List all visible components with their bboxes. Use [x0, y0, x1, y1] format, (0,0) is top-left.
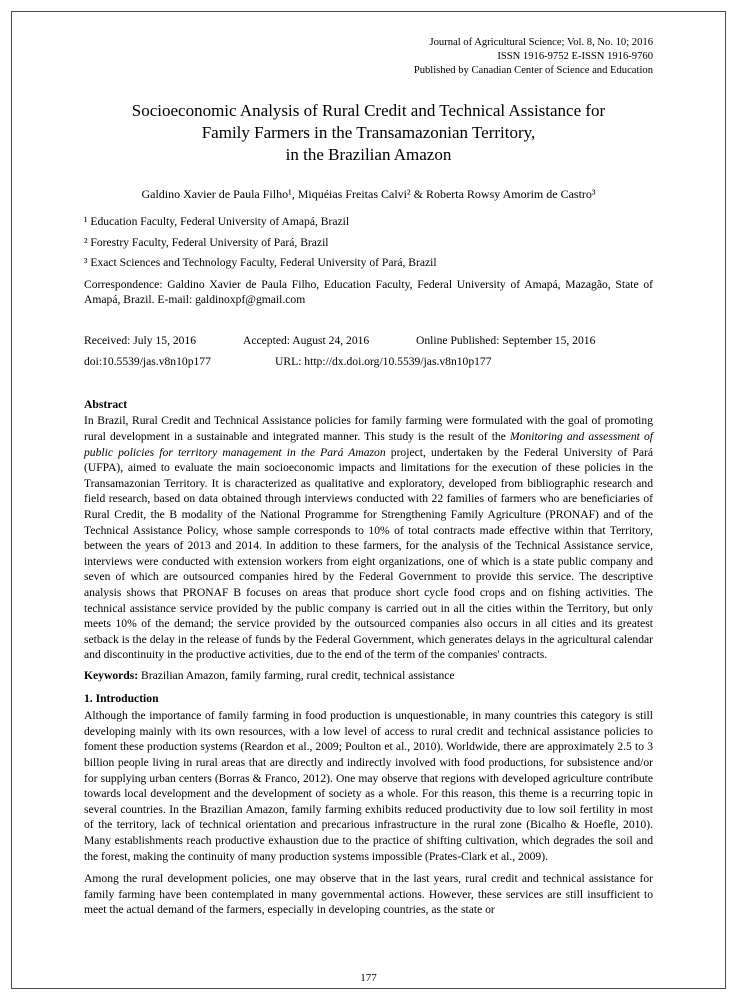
paper-title-line-3: in the Brazilian Amazon: [285, 145, 452, 164]
paper-title-line-2: Family Farmers in the Transamazonian Territory,: [201, 123, 536, 142]
page-border-frame: [11, 11, 726, 989]
accepted-date: Accepted: August 24, 2016: [243, 333, 370, 347]
paper-title: [84, 100, 653, 166]
paper-title-line-1: Socioeconomic Analysis of Rural Credit and Technical Assistance for: [131, 101, 606, 120]
url-text: URL: http://dx.doi.org/10.5539/jas.v8n10p177: [275, 355, 492, 369]
journal-header: [84, 36, 653, 78]
abstract-project-title-italic: Monitoring and assessment of public policies for territory management in the Pará Amazon: [84, 430, 653, 459]
correspondence-note: Correspondence: Galdino Xavier de Paula Filho, Education Faculty, Federal University of Amapá, Mazagão, State of Amapá, Brazil. E-mail: galdinoxpf@gmail.com: [84, 277, 653, 307]
abstract-part-1: In Brazil, Rural Credit and Technical Assistance policies for family farming were formulated with the goal of promoting rural development in a sustainable and integrated manner. This study is the result of the: [84, 414, 653, 444]
keywords-label: Keywords:: [84, 668, 139, 682]
introduction-paragraph-1: Although the importance of family farming in food production is unquestionable, in many countries this category is still developing mainly with its own resources, with a low level of access to rural credit and technical assistance policies to foment these production systems (Reardon et al., 2009; Poulton et al., 2010). Worldwide, there are approximately 2.5 to 3 billion people living in rural areas that are directly and indirectly involved with food productions, for subsistence and/or for supplying urban centers (Borras & Franco, 2012). One may observe that regions with developed agriculture contribute towards local development and the development of society as a whole. For this reason, this theme is a recurring topic in several countries. In the Brazilian Amazon, family farming exhibits reduced productivity due to low soil fertility in most of the territory, lack of technical orientation and precarious infrastructure in the rural zone (Bicalho & Hoefle, 2010). Many establishments reach productive exhaustion due to the practice of shifting cultivation, which degrades the soil and the forest, making the continuity of many production systems impossible (Prates-Clark et al., 2009).: [84, 709, 653, 863]
abstract-text: [84, 413, 653, 663]
journal-name-line: Journal of Agricultural Science; Vol. 8, No. 10; 2016: [429, 37, 653, 48]
keywords-text: Brazilian Amazon, family farming, rural credit, technical assistance: [138, 668, 455, 682]
received-date: Received: July 15, 2016: [84, 333, 197, 347]
online-published-date: Online Published: September 15, 2016: [416, 333, 596, 347]
affiliation-3: ³ Exact Sciences and Technology Faculty, Federal University of Pará, Brazil: [84, 256, 437, 269]
affiliation-1: ¹ Education Faculty, Federal University of Amapá, Brazil: [84, 215, 350, 228]
introduction-paragraph-2: Among the rural development policies, one may observe that in the last years, rural credit and technical assistance for family farming have been contemplated in many governmental actions. However, these services are still insufficient to meet the actual demand of the farmers, especially in developing countries, as the state or: [84, 872, 653, 917]
authors-line: Galdino Xavier de Paula Filho¹, Miquéias Freitas Calvi² & Roberta Rowsy Amorim de Castro³: [141, 187, 596, 201]
doi-text: doi:10.5539/jas.v8n10p177: [84, 355, 211, 369]
doi-row: [84, 354, 653, 370]
introduction-heading: 1. Introduction: [84, 691, 159, 705]
abstract-part-2: project, undertaken by the Federal University of Pará (UFPA), aimed to evaluate the main socioeconomic impacts and limitations for the execution of these policies in the Transamazonian Territory. It is characterized as qualitative and exploratory, developed from bibliographic research and field research, based on data obtained through interviews conducted with 22 families of farmers who are beneficiaries of Rural Credit, the B modality of the National Programme for Strengthening Family Agriculture (PRONAF) and of the Technical Assistance Policy, whose sample corresponds to 10% of total contracts made effective within that Territory, between the years of 2013 and 2014. In addition to these farmers, for the analysis of the Technical Assistance service, interviews were conducted with extension workers from eight organizations, one of which is a state public company and seven of which are outsourced companies hired by the Federal Government to provide this service. The descriptive analysis shows that PRONAF B focuses on areas that produce short cycle food crops and on fishing activities. The technical assistance service provided by the public company is carried out in all the cities within the Territory, but only meets 10% of the demand; the service provided by the outsourced companies also occurs in all cities and its greatest setback is the delay in the release of funds by the Federal Government, which generates delays in the agricultural calendar and discontinuity in the productive activities, due to the end of the term of the companies' contracts.: [84, 445, 653, 662]
dates-row: [84, 333, 653, 349]
publisher-line: Published by Canadian Center of Science and Education: [413, 65, 653, 76]
issn-line: ISSN 1916-9752 E-ISSN 1916-9760: [497, 51, 653, 62]
page-number: 177: [12, 972, 725, 985]
keywords-line: [84, 668, 653, 684]
abstract-heading: Abstract: [84, 397, 128, 411]
affiliations-block: [84, 212, 653, 274]
affiliation-2: ² Forestry Faculty, Federal University of Pará, Brazil: [84, 235, 329, 249]
